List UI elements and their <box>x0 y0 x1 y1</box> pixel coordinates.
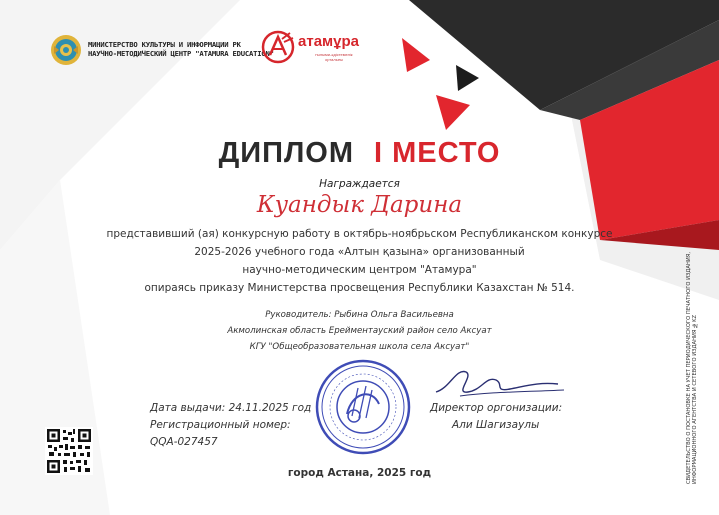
director-signature <box>430 362 570 402</box>
title-main: ДИПЛОМ <box>218 137 355 169</box>
body-line-3: научно-методическим центром "Атамура" <box>242 264 477 276</box>
atamura-logo-icon <box>260 29 296 65</box>
ministry-line-2: НАУЧНО-МЕТОДИЧЕСКИЙ ЦЕНТР "ATAMURA EDUCATION" <box>88 49 274 58</box>
issue-date: Дата выдачи: 24.11.2025 год <box>150 402 312 414</box>
recipient-name: Куандык Дарина <box>256 192 463 218</box>
registration-label: Регистрационный номер: <box>150 419 291 431</box>
awarded-label: Награждается <box>319 178 400 190</box>
school-line: КГУ "Общеобразовательная школа села Аксуат" <box>249 342 470 352</box>
dark-arrow-small <box>456 65 479 91</box>
registration-certificate-note: СВИДЕТЕЛЬСТВО О ПОСТАНОВКЕ НА УЧЕТ ПЕРИОДИЧЕСКОГО ПЕЧАТНОГО ИЗДАНИЯ, ИНФОРМАЦИОННОГО АГЕНТСТВА И СЕТЕВОГО ИЗДАНИЯ №KZ <box>686 252 698 484</box>
body-line-4: опираясь приказу Министерства просвещения Республики Казахстан № 514. <box>144 282 575 294</box>
supervisor-line: Руководитель: Рыбина Ольга Васильевна <box>265 310 454 320</box>
body-line-1: представивший (ая) конкурсную работу в октябрь-ноябрьском Республиканском конкурсе <box>106 228 613 240</box>
red-triangle-small-1 <box>402 38 430 72</box>
ministry-text <box>88 40 274 58</box>
body-line-2: 2025-2026 учебного года «Алтын қазына» организованный <box>194 246 525 258</box>
red-triangle-small-2 <box>436 95 470 130</box>
brand-subtitle: ғылыми-әдістемелік орталығы <box>315 52 353 62</box>
region-line: Акмолинская область Ерейментауский район село Аксуат <box>227 326 492 336</box>
kazakhstan-emblem-icon <box>50 33 82 67</box>
diploma-title <box>0 137 719 170</box>
city-year: город Астана, 2025 год <box>287 467 432 479</box>
director-info <box>430 400 562 434</box>
issue-info <box>150 400 311 451</box>
official-seal <box>314 358 412 456</box>
director-title: Директор оргонизации: <box>430 402 563 414</box>
director-name: Али Шагизаулы <box>452 419 540 431</box>
supervisor-info <box>0 307 719 355</box>
brand-name: атамұра <box>298 33 359 50</box>
registration-number: QQA-027457 <box>150 436 218 448</box>
ministry-line-1: МИНИСТЕРСТВО КУЛЬТУРЫ И ИНФОРМАЦИИ РК <box>88 40 241 49</box>
title-place: I МЕСТО <box>374 137 501 169</box>
diploma-body <box>0 225 719 297</box>
